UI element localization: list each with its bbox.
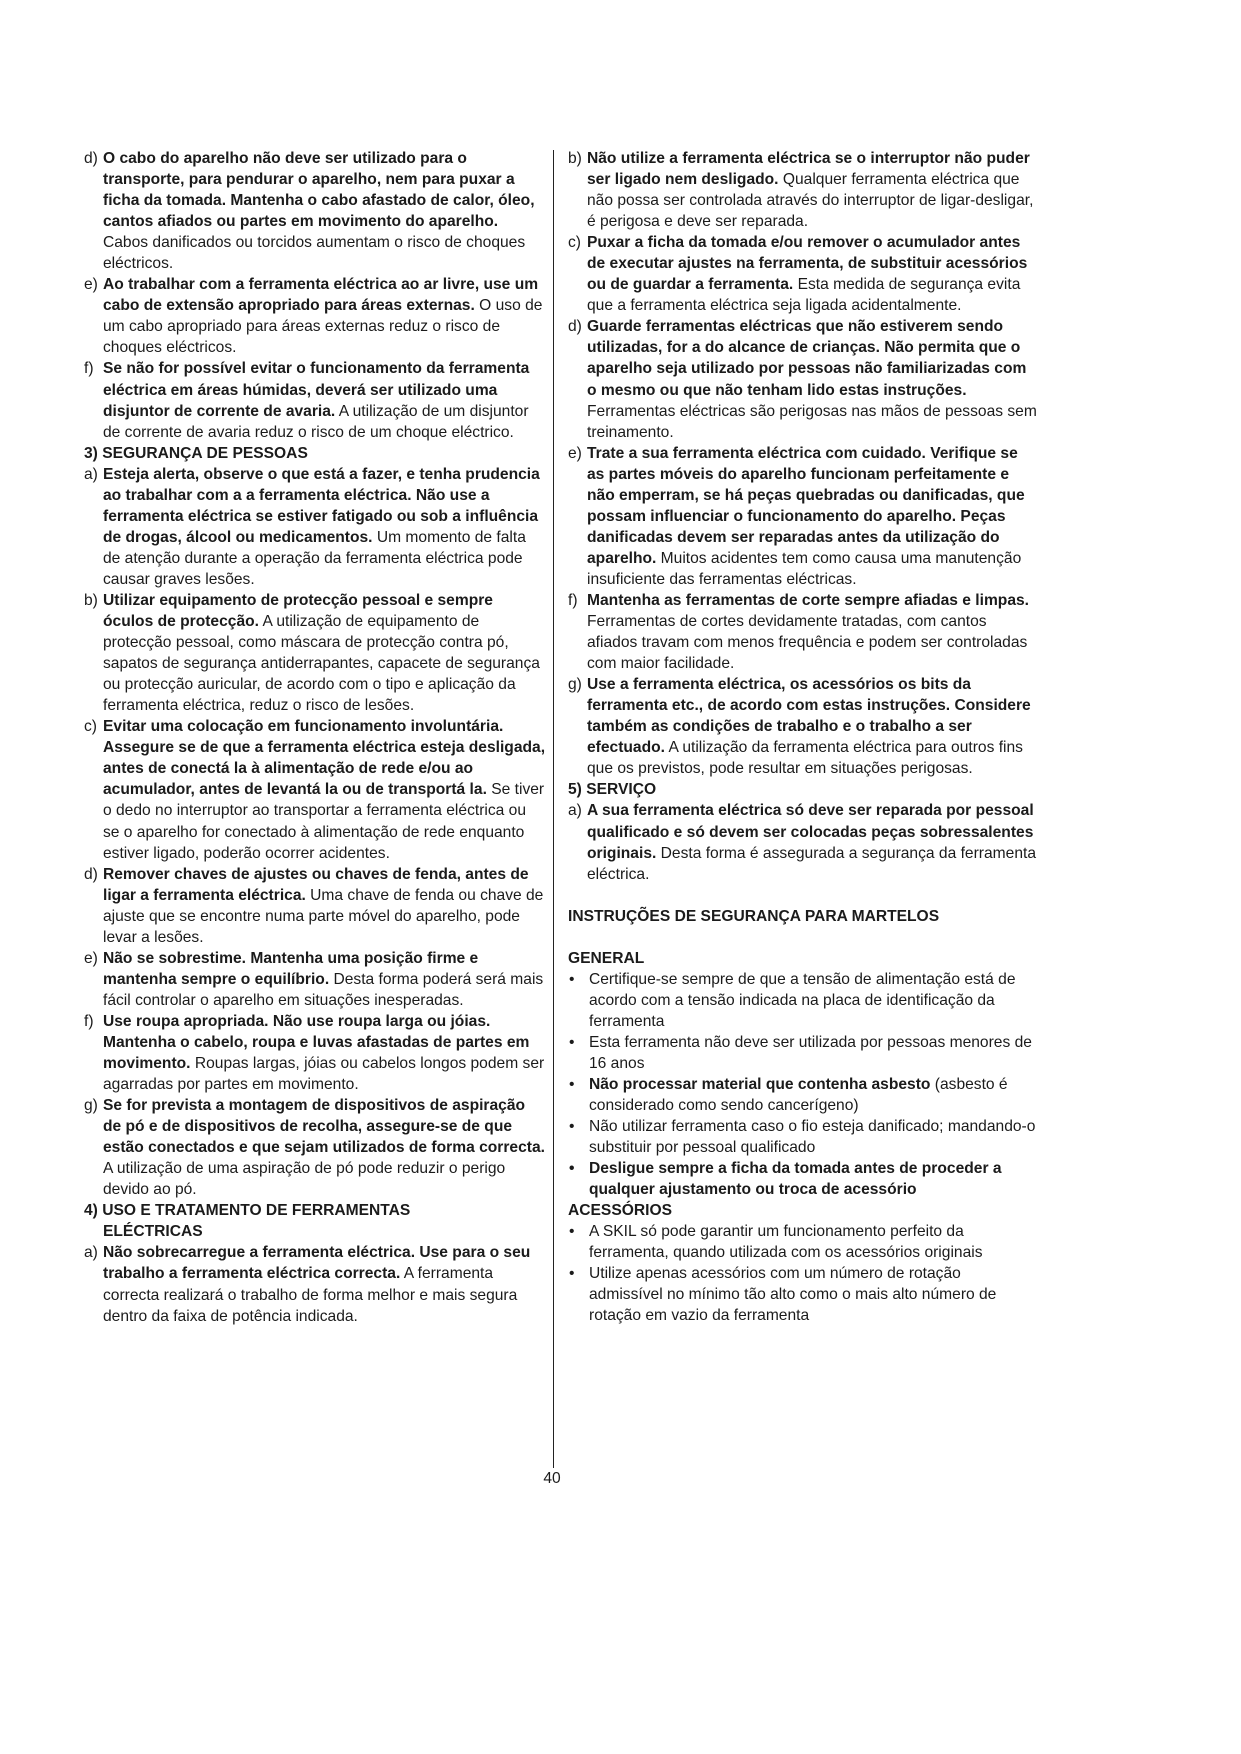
item-g-personal-safety bbox=[84, 1095, 546, 1200]
accessories-heading: ACESSÓRIOS bbox=[568, 1202, 672, 1220]
item-marker: e) bbox=[84, 949, 98, 967]
bullet-text: Não utilizar ferramenta caso o fio esteja danificado; mandando-o substituir por pessoal qualificado bbox=[589, 1118, 1036, 1157]
bullet-text: (asbesto é considerado como sendo cancerígeno) bbox=[589, 1075, 1008, 1115]
item-c-tool-use bbox=[568, 232, 1038, 316]
item-marker: d) bbox=[568, 318, 582, 336]
item-e-electrical-safety bbox=[84, 274, 546, 358]
item-d-personal-safety bbox=[84, 864, 546, 948]
bullet-dot: • bbox=[569, 1160, 575, 1178]
item-explanation: Cabos danificados ou torcidos aumentam o risco de choques eléctricos. bbox=[103, 234, 526, 273]
item-explanation: Um momento de falta de atenção durante a operação da ferramenta eléctrica pode causar graves lesões. bbox=[103, 528, 526, 588]
item-b-tool-use bbox=[568, 148, 1038, 232]
item-e-personal-safety bbox=[84, 948, 546, 1011]
bullet-text-bold: Não processar material que contenha asbesto bbox=[589, 1075, 931, 1093]
item-marker: a) bbox=[84, 465, 98, 483]
column-divider bbox=[553, 150, 554, 1468]
item-instruction: Ao trabalhar com a ferramenta eléctrica ao ar livre, use um cabo de extensão apropriado para áreas externas. bbox=[103, 276, 539, 315]
item-explanation: A utilização de um disjuntor de corrente de avaria reduz o risco de um choque eléctrico. bbox=[103, 402, 529, 441]
item-d-tool-use bbox=[568, 316, 1038, 442]
general-heading: GENERAL bbox=[568, 949, 645, 967]
item-marker: f) bbox=[568, 591, 578, 609]
bullet-dot: • bbox=[569, 1033, 575, 1051]
hammer-safety-heading: INSTRUÇÕES DE SEGURANÇA PARA MARTELOS bbox=[568, 907, 940, 925]
item-a-personal-safety bbox=[84, 464, 546, 590]
item-a-service bbox=[568, 800, 1038, 884]
bullet-dot: • bbox=[569, 1223, 575, 1241]
bullet-dot: • bbox=[569, 1265, 575, 1283]
accessories-bullet-rotation bbox=[568, 1263, 1038, 1326]
section-3-heading: 3) SEGURANÇA DE PESSOAS bbox=[84, 444, 308, 462]
item-instruction: Evitar uma colocação em funcionamento involuntária. Assegure se de que a ferramenta eléctrica esteja desligada, antes de conectá la à alimentação de rede e/ou ao acumulador, antes de levantá la ou de transportá la. bbox=[103, 718, 546, 799]
item-explanation: Muitos acidentes tem como causa uma manutenção insuficiente das ferramentas eléctricas. bbox=[587, 549, 1022, 588]
item-explanation: Ferramentas de cortes devidamente tratadas, com cantos afiados travam com menos frequência e podem ser controladas com maior facilidade. bbox=[587, 613, 1028, 673]
item-marker: a) bbox=[84, 1244, 98, 1262]
item-marker: f) bbox=[84, 360, 94, 378]
item-marker: d) bbox=[84, 865, 98, 883]
bullet-text: Esta ferramenta não deve ser utilizada por pessoas menores de 16 anos bbox=[589, 1033, 1032, 1072]
item-instruction: Não sobrecarregue a ferramenta eléctrica. Use para o seu trabalho a ferramenta eléctrica correcta. bbox=[103, 1244, 531, 1283]
general-bullet-asbestos bbox=[568, 1074, 1038, 1116]
item-marker: e) bbox=[84, 276, 98, 294]
item-marker: g) bbox=[568, 676, 582, 694]
item-explanation: A utilização de equipamento de protecção pessoal, como máscara de protecção contra pó, sapatos de segurança antiderrapantes, capacete de segurança ou protecção auricular, de acordo com o tipo e aplicação da ferramenta eléctrica, reduz o risco de lesões. bbox=[103, 613, 540, 715]
item-f-electrical-safety bbox=[84, 358, 546, 442]
item-instruction: Esteja alerta, observe o que está a fazer, e tenha prudencia ao trabalhar com a a ferramenta eléctrica. Não use a ferramenta eléctrica se estiver fatigado ou sob a influência de drogas, álcool ou medicamentos. bbox=[103, 465, 540, 546]
item-instruction: Use a ferramenta eléctrica, os acessórios os bits da ferramenta etc., de acordo com estas instruções. Considere também as condições de trabalho e o trabalho a ser efectuado. bbox=[587, 676, 1031, 757]
item-marker: e) bbox=[568, 444, 582, 462]
general-bullet-cord bbox=[568, 1116, 1038, 1158]
left-column bbox=[84, 148, 546, 1327]
bullet-text: Utilize apenas acessórios com um número de rotação admissível no mínimo tão alto como o mais alto número de rotação em vazio da ferramenta bbox=[589, 1265, 997, 1325]
item-marker: g) bbox=[84, 1097, 98, 1115]
item-instruction: Trate a sua ferramenta eléctrica com cuidado. Verifique se as partes móveis do aparelho funcionam perfeitamente e não emperram, se há peças quebradas ou danificadas, que possam influenciar o funcionamento do aparelho. Peças danificadas devem ser reparadas antes da utilização do aparelho. bbox=[587, 444, 1025, 567]
accessories-bullet-original bbox=[568, 1221, 1038, 1263]
section-4-heading: 4) USO E TRATAMENTO DE FERRAMENTAS bbox=[84, 1202, 411, 1220]
item-instruction: O cabo do aparelho não deve ser utilizado para o transporte, para pendurar o aparelho, nem para puxar a ficha da tomada. Mantenha o cabo afastado de calor, óleo, cantos afiados ou partes em movimento do aparelho. bbox=[103, 150, 535, 231]
item-instruction: A sua ferramenta eléctrica só deve ser reparada por pessoal qualificado e só devem ser colocadas peças sobressalentes originais. bbox=[587, 802, 1034, 862]
general-bullet-unplug bbox=[568, 1158, 1038, 1200]
general-bullet-voltage bbox=[568, 969, 1038, 1032]
item-instruction: Use roupa apropriada. Não use roupa larga ou jóias. Mantenha o cabelo, roupa e luvas afastadas de partes em movimento. bbox=[103, 1012, 530, 1073]
item-a-tool-use bbox=[84, 1242, 546, 1326]
item-explanation: A utilização da ferramenta eléctrica para outros fins que os previstos, pode resultar em situações perigosas. bbox=[587, 739, 1023, 778]
right-column bbox=[568, 148, 1038, 1327]
item-d-electrical-safety bbox=[84, 148, 546, 274]
item-marker: c) bbox=[568, 234, 581, 252]
item-marker: a) bbox=[568, 802, 582, 820]
item-c-personal-safety bbox=[84, 716, 546, 863]
item-marker: f) bbox=[84, 1012, 94, 1030]
bullet-text: A SKIL só pode garantir um funcionamento perfeito da ferramenta, quando utilizada com os acessórios originais bbox=[589, 1223, 983, 1262]
section-4-heading-continued: ELÉCTRICAS bbox=[103, 1223, 203, 1241]
item-instruction: Não utilize a ferramenta eléctrica se o interruptor não puder ser ligado nem desligado. bbox=[587, 150, 1030, 189]
item-e-tool-use bbox=[568, 443, 1038, 590]
item-instruction: Remover chaves de ajustes ou chaves de fenda, antes de ligar a ferramenta eléctrica. bbox=[103, 865, 529, 904]
item-marker: b) bbox=[84, 591, 98, 609]
item-instruction: Se for prevista a montagem de dispositivos de aspiração de pó e de dispositivos de recolha, assegure-se de que estão conectados e que sejam utilizados de forma correcta. bbox=[103, 1097, 545, 1157]
item-explanation: Desta forma poderá será mais fácil controlar o aparelho em situações inesperadas. bbox=[103, 970, 544, 1009]
item-explanation: Qualquer ferramenta eléctrica que não possa ser controlada através do interruptor de ligar-desligar, é perigosa e deve ser reparada. bbox=[587, 171, 1034, 231]
item-instruction: Puxar a ficha da tomada e/ou remover o acumulador antes de executar ajustes na ferramenta, de substituir acessórios ou de guardar a ferramenta. bbox=[587, 234, 1028, 294]
item-explanation: Roupas largas, jóias ou cabelos longos podem ser agarradas por partes em movimento. bbox=[103, 1055, 545, 1094]
item-explanation: Ferramentas eléctricas são perigosas nas mãos de pessoas sem treinamento. bbox=[587, 402, 1037, 441]
general-bullet-age bbox=[568, 1032, 1038, 1074]
item-b-personal-safety bbox=[84, 590, 546, 716]
bullet-dot: • bbox=[569, 1075, 575, 1093]
item-f-tool-use bbox=[568, 590, 1038, 674]
item-g-tool-use bbox=[568, 674, 1038, 779]
item-instruction: Se não for possível evitar o funcionamento da ferramenta eléctrica em áreas húmidas, deverá ser utilizado uma disjuntor de corrente de avaria. bbox=[103, 360, 530, 420]
bullet-dot: • bbox=[569, 1118, 575, 1136]
item-explanation: Uma chave de fenda ou chave de ajuste que se encontre numa parte móvel do aparelho, pode levar a lesões. bbox=[103, 886, 544, 946]
item-marker: b) bbox=[568, 150, 582, 167]
item-instruction: Mantenha as ferramentas de corte sempre afiadas e limpas. bbox=[587, 591, 1030, 609]
item-instruction: Utilizar equipamento de protecção pessoal e sempre óculos de protecção. bbox=[103, 591, 493, 631]
item-marker: c) bbox=[84, 718, 97, 736]
page-number: 40 bbox=[543, 1470, 561, 1487]
item-explanation: A utilização de uma aspiração de pó pode reduzir o perigo devido ao pó. bbox=[103, 1160, 506, 1199]
item-marker: d) bbox=[84, 150, 98, 167]
item-explanation: A ferramenta correcta realizará o trabalho de forma melhor e mais segura dentro da faixa de potência indicada. bbox=[103, 1265, 518, 1325]
item-f-personal-safety bbox=[84, 1011, 546, 1095]
bullet-text: Certifique-se sempre de que a tensão de alimentação está de acordo com a tensão indicada na placa de identificação da ferramenta bbox=[589, 970, 1016, 1030]
item-explanation: Esta medida de segurança evita que a ferramenta eléctrica seja ligada acidentalmente. bbox=[587, 276, 1021, 315]
item-explanation: Desta forma é assegurada a segurança da ferramenta eléctrica. bbox=[587, 844, 1036, 883]
item-explanation: O uso de um cabo apropriado para áreas externas reduz o risco de choques eléctricos. bbox=[103, 297, 543, 357]
item-instruction: Guarde ferramentas eléctricas que não estiverem sendo utilizadas, for a do alcance de crianças. Não permita que o aparelho seja utilizado por pessoas não familiarizadas com o mesmo ou que não tenham lido estas instruções. bbox=[587, 318, 1027, 399]
bullet-text: Desligue sempre a ficha da tomada antes de proceder a qualquer ajustamento ou troca de acessório bbox=[589, 1160, 1002, 1199]
item-instruction: Não se sobrestime. Mantenha uma posição firme e mantenha sempre o equilíbrio. bbox=[103, 949, 479, 988]
item-explanation: Se tiver o dedo no interruptor ao transportar a ferramenta eléctrica ou se o aparelho for conectado à alimentação de rede enquanto estiver ligado, poderão ocorrer acidentes. bbox=[103, 781, 545, 862]
section-5-heading: 5) SERVIÇO bbox=[568, 781, 657, 799]
bullet-dot: • bbox=[569, 970, 575, 988]
